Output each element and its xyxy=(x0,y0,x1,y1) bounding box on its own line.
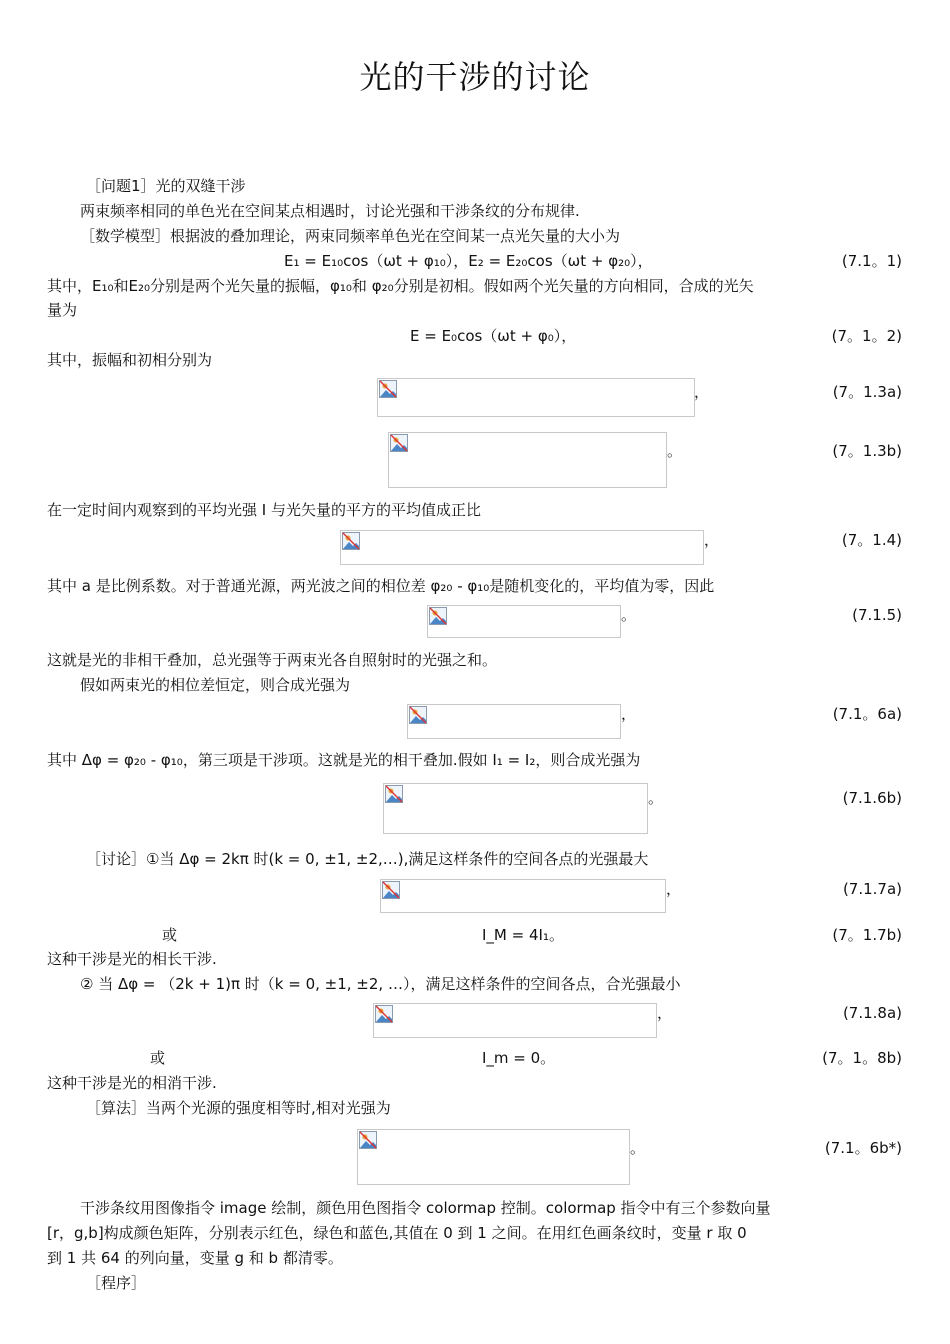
paragraph-amp-phase: 其中，振幅和初相分别为 xyxy=(47,351,213,369)
equation-7-1-7b: I_M = 4I₁。 xyxy=(482,926,564,944)
problem-heading: ［问题1］光的双缝干涉 xyxy=(86,177,246,195)
equation-image-7-1-6a xyxy=(407,704,621,739)
paragraph-algorithm: ［算法］当两个光源的强度相等时,相对光强为 xyxy=(86,1099,391,1117)
paragraph-incoherent-sum: 这就是光的非相干叠加，总光强等于两束光各自照射时的光强之和。 xyxy=(47,651,498,669)
paragraph-destructive: 这种干涉是光的相消干涉. xyxy=(47,1074,217,1092)
eqnum-7-1-8a: (7.1.8a) xyxy=(842,1004,902,1022)
equation-7-1-2: E = E₀cos（ωt + φ₀）， xyxy=(410,327,577,345)
eqnum-7-1-4: (7。1.4) xyxy=(841,531,902,549)
equation-image-7-1-3b xyxy=(388,432,667,488)
eqnum-7-1-6a: (7.1。6a) xyxy=(832,705,902,723)
eqnum-7-1-5: (7.1.5) xyxy=(852,606,902,624)
eqnum-7-1-3b: (7。1.3b) xyxy=(832,442,902,460)
program-heading: ［程序］ xyxy=(86,1274,147,1292)
eqnum-7-1-6b-star: (7.1。6b*) xyxy=(824,1139,902,1157)
comma: ， xyxy=(694,383,710,401)
eqnum-7-1-7b: (7。1.7b) xyxy=(832,926,902,944)
paragraph-incoherent: 其中 a 是比例系数。对于普通光源，两光波之间的相位差 φ₂₀ - φ₁₀是随机变化的，平均值为零，因此 xyxy=(47,577,715,595)
broken-image-icon xyxy=(375,1005,393,1023)
page-title: 光的干涉的讨论 xyxy=(359,58,591,96)
broken-image-icon xyxy=(379,380,397,398)
period: 。 xyxy=(630,1139,646,1157)
eqnum-7-1-8b: (7。1。8b) xyxy=(822,1049,902,1067)
eqnum-7-1-1: (7.1。1) xyxy=(841,252,902,270)
equation-image-7-1-4 xyxy=(340,530,704,565)
paragraph-discussion-2: ② 当 Δφ = （2k + 1)π 时（k = 0, ±1, ±2, …），满足这样条件的空间各点，合光强最小 xyxy=(80,975,681,993)
comma: ， xyxy=(657,1004,673,1022)
paragraph-model: ［数学模型］根据波的叠加理论，两束同频率单色光在空间某一点光矢量的大小为 xyxy=(80,227,621,245)
equation-7-1-1: E₁ = E₁₀cos（ωt + φ₁₀），E₂ = E₂₀cos（ωt + φ₂₀）， xyxy=(284,252,653,270)
broken-image-icon xyxy=(359,1131,377,1149)
equation-image-7-1-7a xyxy=(380,879,666,913)
eqnum-7-1-3a: (7。1.3a) xyxy=(832,383,902,401)
broken-image-icon xyxy=(382,881,400,899)
paragraph-image-colormap-c: 到 1 共 64 的列向量，变量 g 和 b 都清零。 xyxy=(47,1249,343,1267)
paragraph-image-colormap-b: [r，g,b]构成颜色矩阵，分别表示红色，绿色和蓝色,其值在 0 到 1 之间。在用红色画条纹时，变量 r 取 0 xyxy=(47,1224,747,1242)
comma: ， xyxy=(704,531,720,549)
paragraph-amplitude-b: 量为 xyxy=(47,301,78,319)
paragraph-discussion-1: ［讨论］①当 Δφ = 2kπ 时(k = 0, ±1, ±2,…),满足这样条件的空间各点的光强最大 xyxy=(86,850,649,868)
broken-image-icon xyxy=(409,706,427,724)
paragraph-problem: 两束频率相同的单色光在空间某点相遇时，讨论光强和干涉条纹的分布规律. xyxy=(80,202,580,220)
eqnum-7-1-2: (7。1。2) xyxy=(831,327,902,345)
period: 。 xyxy=(667,442,683,460)
period: 。 xyxy=(648,789,664,807)
paragraph-coherent: 其中 Δφ = φ₂₀ - φ₁₀，第三项是干涉项。这就是光的相干叠加.假如 I₁ = I₂，则合成光强为 xyxy=(47,751,641,769)
equation-image-7-1-3a xyxy=(377,378,695,417)
broken-image-icon xyxy=(342,532,360,550)
paragraph-amplitude-a: 其中，E₁₀和E₂₀分别是两个光矢量的振幅，φ₁₀和 φ₂₀分别是初相。假如两个光矢量的方向相同，合成的光矢 xyxy=(47,277,754,295)
broken-image-icon xyxy=(390,434,408,452)
paragraph-intensity: 在一定时间内观察到的平均光强 I 与光矢量的平方的平均值成正比 xyxy=(47,501,481,519)
paragraph-constructive: 这种干涉是光的相长干涉. xyxy=(47,950,217,968)
equation-7-1-8b: I_m = 0。 xyxy=(482,1049,556,1067)
eqnum-7-1-6b: (7.1.6b) xyxy=(842,789,902,807)
paragraph-image-colormap-a: 干涉条纹用图像指令 image 绘制，颜色用色图指令 colormap 控制。colormap 指令中有三个参数向量 xyxy=(80,1199,771,1217)
or-label: 或 xyxy=(150,1049,166,1067)
eqnum-7-1-7a: (7.1.7a) xyxy=(842,880,902,898)
paragraph-constant-phase: 假如两束光的相位差恒定，则合成光强为 xyxy=(80,676,351,694)
or-label: 或 xyxy=(162,926,178,944)
comma: ， xyxy=(621,705,637,723)
equation-image-7-1-6b-star xyxy=(357,1129,630,1185)
equation-image-7-1-8a xyxy=(373,1003,657,1038)
equation-image-7-1-6b xyxy=(383,783,648,834)
period: 。 xyxy=(621,606,637,624)
comma: ， xyxy=(666,880,682,898)
equation-image-7-1-5 xyxy=(427,605,621,638)
broken-image-icon xyxy=(429,607,447,625)
broken-image-icon xyxy=(385,785,403,803)
